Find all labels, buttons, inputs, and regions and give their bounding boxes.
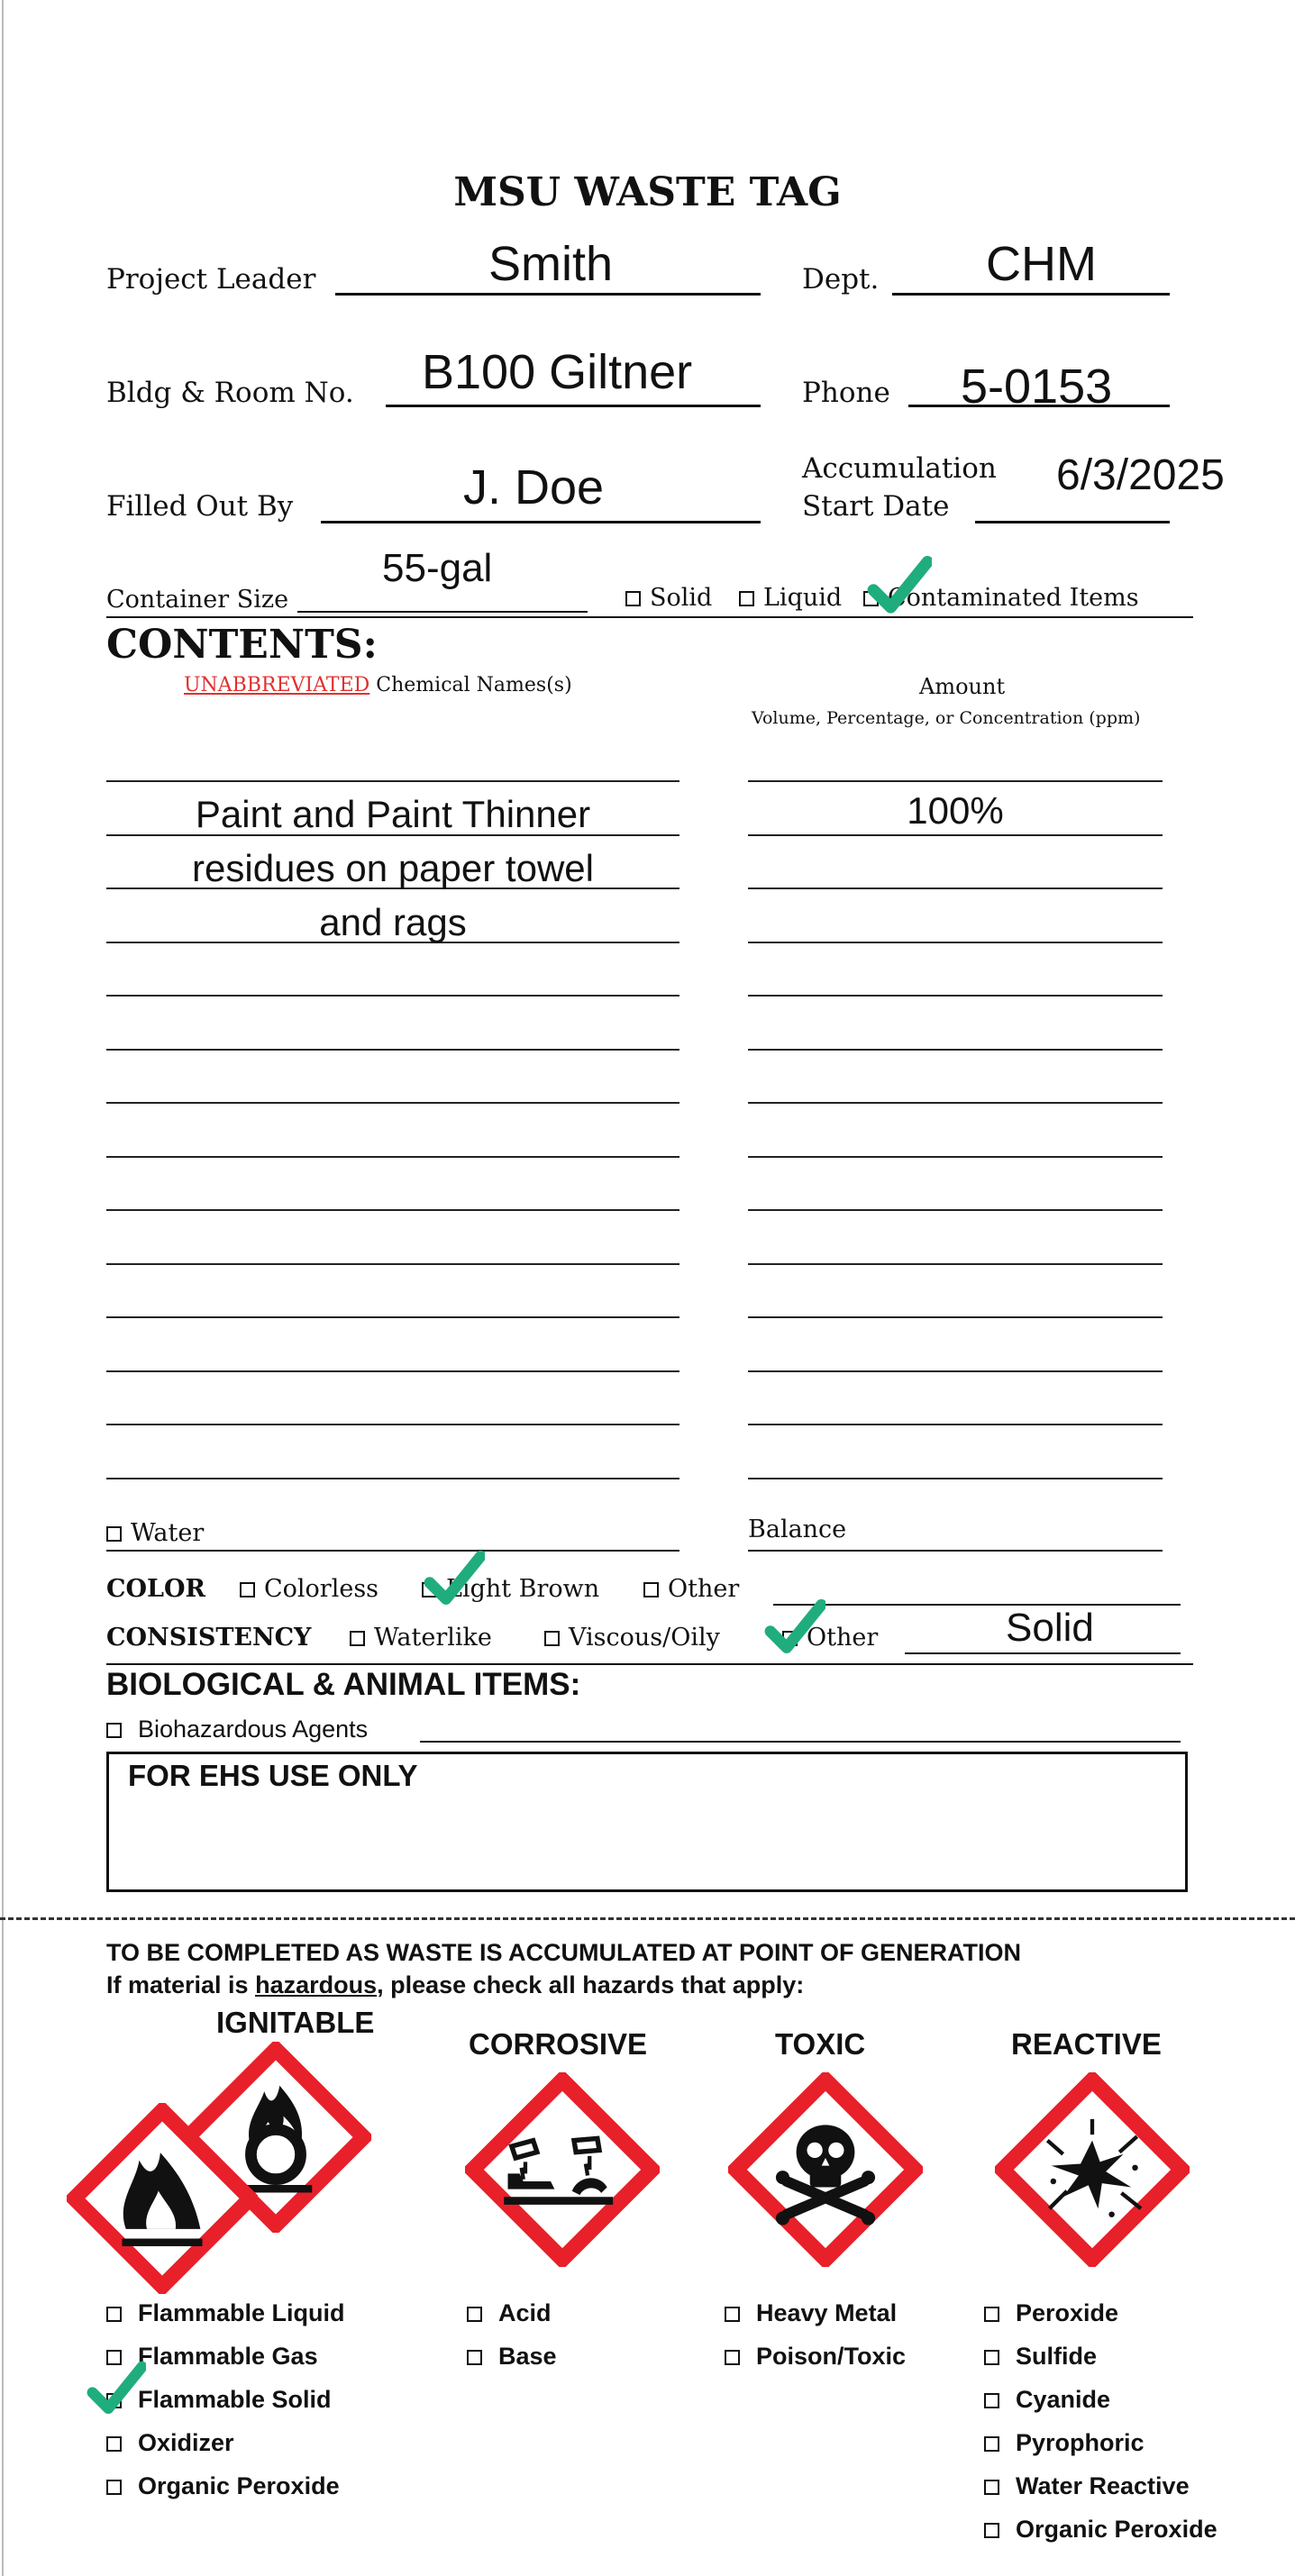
checkbox-icon[interactable] xyxy=(467,2307,482,2322)
checkbox-icon[interactable] xyxy=(106,2436,122,2452)
checkbox-icon[interactable] xyxy=(984,2480,999,2495)
ignitable-organic-peroxide-option[interactable]: Organic Peroxide xyxy=(106,2472,340,2500)
chemical-name-line-2[interactable]: residues on paper towel xyxy=(192,847,594,889)
toxic-heading: TOXIC xyxy=(775,2027,866,2061)
checkbox-icon[interactable] xyxy=(984,2307,999,2322)
container-size-line xyxy=(297,611,588,613)
color-label: COLOR xyxy=(106,1575,205,1603)
consistency-other-field[interactable]: Solid xyxy=(1006,1606,1094,1650)
amount-write-line xyxy=(748,1102,1163,1104)
amount-write-line xyxy=(748,995,1163,997)
reactive-heading: REACTIVE xyxy=(1011,2027,1162,2061)
hazard-instruction-1: TO BE COMPLETED AS WASTE IS ACCUMULATED AT POINT OF GENERATION xyxy=(106,1939,1022,1966)
ignitable-heading: IGNITABLE xyxy=(216,2006,375,2039)
biohazard-option[interactable]: Biohazardous Agents xyxy=(106,1716,368,1743)
reactive-water-reactive-option[interactable]: Water Reactive xyxy=(984,2472,1190,2500)
dept-label: Dept. xyxy=(802,263,880,296)
chemical-name-line-3[interactable]: and rags xyxy=(319,901,467,943)
consistency-row-rule xyxy=(106,1663,1193,1665)
chemical-name-write-line xyxy=(106,780,679,782)
biological-heading: BIOLOGICAL & ANIMAL ITEMS: xyxy=(106,1667,581,1702)
reactive-pyrophoric-option[interactable]: Pyrophoric xyxy=(984,2429,1145,2457)
corrosive-heading: CORROSIVE xyxy=(469,2027,648,2061)
reactive-peroxide-option[interactable]: Peroxide xyxy=(984,2299,1118,2327)
contents-heading: CONTENTS: xyxy=(106,622,378,668)
checkbox-icon[interactable] xyxy=(106,2480,122,2495)
amount-write-line xyxy=(748,780,1163,782)
ehs-label: FOR EHS USE ONLY xyxy=(128,1759,418,1792)
chemical-name-write-line xyxy=(106,1049,679,1051)
consistency-other-line xyxy=(905,1652,1181,1654)
dept-line xyxy=(892,293,1170,296)
dept-field[interactable]: CHM xyxy=(986,237,1097,291)
reactive-cyanide-option[interactable]: Cyanide xyxy=(984,2386,1110,2414)
checkbox-icon[interactable] xyxy=(106,1723,122,1738)
corrosive-base-option[interactable]: Base xyxy=(467,2343,557,2371)
chemical-name-write-line xyxy=(106,995,679,997)
amount-write-line xyxy=(748,1209,1163,1211)
bldg-room-label: Bldg & Room No. xyxy=(106,377,354,409)
phone-label: Phone xyxy=(802,377,890,409)
amount-write-line xyxy=(748,1316,1163,1318)
form-title: MSU WASTE TAG xyxy=(453,169,842,215)
amount-subheader: Volume, Percentage, or Concentration (ppm) xyxy=(752,708,1141,728)
checkbox-icon[interactable] xyxy=(350,1631,365,1646)
color-other-line xyxy=(773,1604,1181,1606)
page-left-border xyxy=(2,0,4,2576)
filled-by-line xyxy=(321,521,761,523)
filled-by-field[interactable]: J. Doe xyxy=(463,460,605,514)
water-option[interactable]: Water xyxy=(106,1519,204,1547)
color-light-brown-option[interactable]: Light Brown xyxy=(422,1575,599,1603)
checkbox-icon[interactable] xyxy=(739,591,754,606)
checkbox-icon[interactable] xyxy=(984,2436,999,2452)
amount-write-line xyxy=(748,1370,1163,1372)
chemical-name-write-line xyxy=(106,1478,679,1479)
flame-icon xyxy=(67,2103,258,2294)
amount-field[interactable]: 100% xyxy=(907,789,1004,832)
ignitable-flammable-liquid-option[interactable]: Flammable Liquid xyxy=(106,2299,345,2327)
amount-write-line xyxy=(748,1478,1163,1479)
start-date-line xyxy=(975,521,1170,523)
chemical-name-write-line xyxy=(106,1156,679,1158)
checkbox-icon[interactable] xyxy=(240,1582,255,1597)
accumulation-label: Accumulation xyxy=(802,452,997,485)
hazard-instruction-2: If material is hazardous, please check all hazards that apply: xyxy=(106,1971,805,1998)
check-mark-icon xyxy=(764,1597,825,1658)
liquid-option[interactable]: Liquid xyxy=(739,584,842,612)
chemical-name-write-line xyxy=(106,1263,679,1265)
start-date-label: Start Date xyxy=(802,490,950,523)
balance-label: Balance xyxy=(748,1516,847,1543)
toxic-poison-option[interactable]: Poison/Toxic xyxy=(725,2343,906,2371)
phone-field[interactable]: 5-0153 xyxy=(961,360,1113,414)
chemical-name-write-line xyxy=(106,1102,679,1104)
ignitable-flammable-solid-option[interactable]: Flammable Solid xyxy=(106,2386,332,2414)
project-leader-line xyxy=(335,293,761,296)
exploding-bomb-icon xyxy=(995,2072,1190,2267)
reactive-sulfide-option[interactable]: Sulfide xyxy=(984,2343,1097,2371)
filled-by-label: Filled Out By xyxy=(106,490,294,523)
checkbox-icon[interactable] xyxy=(984,2350,999,2365)
checkbox-icon[interactable] xyxy=(725,2350,740,2365)
checkbox-icon[interactable] xyxy=(625,591,641,606)
chemical-name-write-line xyxy=(106,1316,679,1318)
chemical-name-write-line xyxy=(106,1424,679,1425)
consistency-viscous-option[interactable]: Viscous/Oily xyxy=(544,1624,720,1652)
bldg-room-line xyxy=(386,405,761,407)
check-mark-icon xyxy=(867,553,932,618)
toxic-heavy-metal-option[interactable]: Heavy Metal xyxy=(725,2299,897,2327)
checkbox-icon[interactable] xyxy=(984,2523,999,2538)
check-mark-icon xyxy=(424,1548,485,1609)
water-line xyxy=(106,1550,679,1552)
amount-write-line xyxy=(748,1263,1163,1265)
container-size-field[interactable]: 55-gal xyxy=(382,546,493,590)
checkbox-icon[interactable] xyxy=(467,2350,482,2365)
reactive-organic-peroxide-option[interactable]: Organic Peroxide xyxy=(984,2516,1217,2544)
contaminated-option[interactable]: Contaminated Items xyxy=(863,584,1139,612)
checkbox-icon[interactable] xyxy=(106,1526,122,1542)
checkbox-icon[interactable] xyxy=(106,2307,122,2322)
skull-crossbones-icon xyxy=(728,2072,923,2267)
biohazard-line xyxy=(420,1741,1181,1743)
start-date-field[interactable]: 6/3/2025 xyxy=(1056,451,1225,499)
bldg-room-field[interactable]: B100 Giltner xyxy=(422,345,693,399)
chemical-names-header: UNABBREVIATED Chemical Names(s) xyxy=(184,674,572,696)
checkbox-icon[interactable] xyxy=(725,2307,740,2322)
solid-option[interactable]: Solid xyxy=(625,584,712,612)
amount-write-line xyxy=(748,1156,1163,1158)
ignitable-oxidizer-option[interactable]: Oxidizer xyxy=(106,2429,234,2457)
checkbox-icon[interactable] xyxy=(643,1582,659,1597)
chemical-name-write-line xyxy=(106,1370,679,1372)
amount-header: Amount xyxy=(919,674,1006,699)
consistency-other-option[interactable]: Other xyxy=(782,1624,878,1652)
chemical-name-line-1[interactable]: Paint and Paint Thinner xyxy=(195,793,591,835)
corrosive-acid-option[interactable]: Acid xyxy=(467,2299,552,2327)
container-size-label: Container Size xyxy=(106,586,289,614)
amount-write-line xyxy=(748,942,1163,943)
amount-write-line xyxy=(748,1424,1163,1425)
color-other-option[interactable]: Other xyxy=(643,1575,739,1603)
ignitable-flammable-gas-option[interactable]: Flammable Gas xyxy=(106,2343,318,2371)
unabbreviated-emphasis: UNABBREVIATED xyxy=(184,674,370,696)
project-leader-field[interactable]: Smith xyxy=(488,237,614,291)
check-mark-icon xyxy=(87,2359,146,2418)
color-colorless-option[interactable]: Colorless xyxy=(240,1575,378,1603)
corrosion-icon xyxy=(465,2072,660,2267)
consistency-waterlike-option[interactable]: Waterlike xyxy=(350,1624,492,1652)
project-leader-label: Project Leader xyxy=(106,263,316,296)
chemical-name-write-line xyxy=(106,1209,679,1211)
consistency-label: CONSISTENCY xyxy=(106,1624,312,1652)
amount-write-line xyxy=(748,834,1163,836)
checkbox-icon[interactable] xyxy=(544,1631,560,1646)
amount-write-line xyxy=(748,1049,1163,1051)
container-row-rule xyxy=(106,616,1193,618)
amount-write-line xyxy=(748,887,1163,889)
tear-off-line xyxy=(0,1917,1295,1920)
balance-line xyxy=(748,1550,1163,1552)
checkbox-icon[interactable] xyxy=(984,2393,999,2408)
